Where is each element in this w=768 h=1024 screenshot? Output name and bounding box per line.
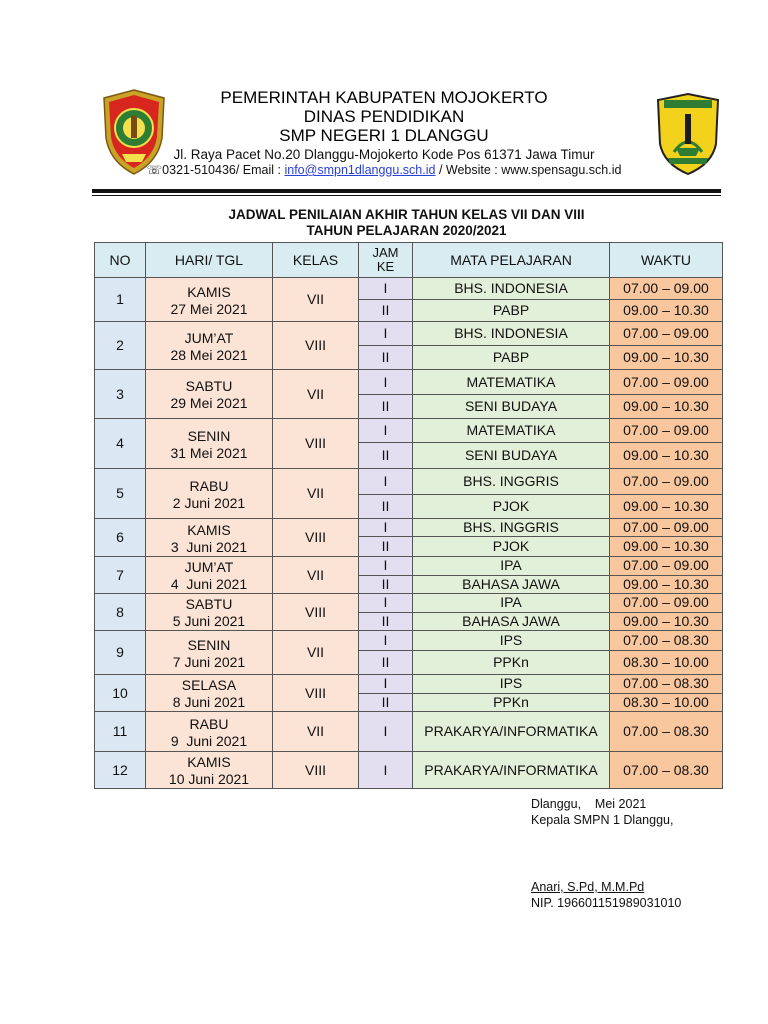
cell-mata-pelajaran: BHS. INGGRIS (413, 519, 610, 537)
tgl-label: 3 Juni 2021 (170, 538, 248, 555)
table-row (95, 631, 723, 651)
hari-label: SENIN (187, 427, 231, 444)
cell-kelas: VII (273, 278, 359, 322)
document-title (92, 207, 721, 239)
cell-no: 1 (95, 278, 146, 322)
hari-label: KAMIS (187, 283, 231, 300)
cell-no: 6 (95, 519, 146, 557)
exam-schedule-table (94, 242, 723, 789)
header-waktu: WAKTU (610, 243, 723, 278)
tgl-label: 27 Mei 2021 (170, 300, 248, 317)
cell-mata-pelajaran: IPA (413, 594, 610, 613)
cell-jam: I (359, 594, 413, 613)
cell-mata-pelajaran: BAHASA JAWA (413, 612, 610, 631)
cell-mata-pelajaran: SENI BUDAYA (413, 395, 610, 419)
table-row (95, 752, 723, 789)
header-mapel: MATA PELAJARAN (413, 243, 610, 278)
cell-kelas: VIII (273, 594, 359, 631)
cell-waktu: 09.00 – 10.30 (610, 612, 723, 631)
hari-label: SABTU (185, 596, 233, 612)
cell-waktu: 07.00 – 09.00 (610, 594, 723, 613)
cell-waktu: 07.00 – 09.00 (610, 278, 723, 300)
cell-jam: II (359, 300, 413, 322)
header-jam-line2: KE (376, 259, 395, 274)
cell-waktu: 07.00 – 08.30 (610, 675, 723, 694)
cell-hari-tgl (146, 594, 273, 631)
cell-hari-tgl (146, 419, 273, 469)
phone-text: ☏0321-510436/ Email : (146, 163, 285, 177)
gov-name: PEMERINTAH KABUPATEN MOJOKERTO (220, 88, 548, 107)
school-contact (0, 163, 768, 178)
hari-label: KAMIS (187, 754, 231, 770)
cell-kelas: VIII (273, 519, 359, 557)
header-divider-thin (92, 195, 721, 196)
table-row (95, 519, 723, 537)
hari-label: SELASA (181, 677, 237, 693)
header-divider-thick (92, 189, 721, 193)
cell-no: 5 (95, 469, 146, 519)
school-address: Jl. Raya Pacet No.20 Dlanggu-Mojokerto Kode Pos 61371 Jawa Timur (173, 147, 595, 162)
cell-waktu: 07.00 – 09.00 (610, 419, 723, 443)
department-name: DINAS PENDIDIKAN (303, 107, 465, 126)
cell-jam: II (359, 575, 413, 594)
cell-waktu: 07.00 – 08.30 (610, 712, 723, 752)
cell-jam: I (359, 557, 413, 576)
cell-kelas: VII (273, 557, 359, 594)
cell-kelas: VIII (273, 419, 359, 469)
cell-mata-pelajaran: MATEMATIKA (413, 370, 610, 395)
cell-no: 10 (95, 675, 146, 712)
cell-hari-tgl (146, 469, 273, 519)
cell-kelas: VII (273, 469, 359, 519)
cell-waktu: 09.00 – 10.30 (610, 346, 723, 370)
cell-no: 9 (95, 631, 146, 675)
email-link[interactable]: info@smpn1dlanggu.sch.id (284, 163, 436, 177)
table-row (95, 557, 723, 576)
tgl-label: 8 Juni 2021 (172, 694, 246, 710)
cell-mata-pelajaran: BHS. INGGRIS (413, 469, 610, 495)
cell-hari-tgl (146, 322, 273, 370)
table-row (95, 419, 723, 443)
cell-mata-pelajaran: PJOK (413, 495, 610, 519)
cell-mata-pelajaran: BHS. INDONESIA (413, 278, 610, 300)
letterhead (0, 88, 768, 178)
cell-kelas: VIII (273, 675, 359, 712)
cell-waktu: 07.00 – 09.00 (610, 519, 723, 537)
cell-mata-pelajaran: IPS (413, 631, 610, 651)
sign-place-date: Dlanggu, Mei 2021 (531, 797, 647, 811)
tgl-label: 2 Juni 2021 (172, 494, 246, 511)
schedule-body (95, 278, 723, 789)
header-kelas: KELAS (273, 243, 359, 278)
title-line-1: JADWAL PENILAIAN AKHIR TAHUN KELAS VII DAN VIII (228, 207, 585, 222)
cell-mata-pelajaran: MATEMATIKA (413, 419, 610, 443)
cell-hari-tgl (146, 675, 273, 712)
cell-hari-tgl (146, 712, 273, 752)
cell-jam: I (359, 675, 413, 694)
cell-mata-pelajaran: PABP (413, 346, 610, 370)
cell-waktu: 07.00 – 08.30 (610, 752, 723, 789)
cell-no: 8 (95, 594, 146, 631)
tgl-label: 4 Juni 2021 (170, 576, 248, 592)
cell-jam: I (359, 278, 413, 300)
table-row (95, 278, 723, 300)
table-row (95, 469, 723, 495)
cell-mata-pelajaran: PRAKARYA/INFORMATIKA (413, 752, 610, 789)
cell-jam: II (359, 537, 413, 557)
cell-jam: II (359, 443, 413, 469)
tgl-label: 28 Mei 2021 (170, 346, 248, 363)
tgl-label: 29 Mei 2021 (170, 395, 248, 411)
header-jam-line1: JAM (372, 245, 399, 260)
header-jam (359, 243, 413, 278)
cell-jam: II (359, 395, 413, 419)
cell-mata-pelajaran: PABP (413, 300, 610, 322)
sign-position: Kepala SMPN 1 Dlanggu, (531, 813, 674, 827)
cell-mata-pelajaran: SENI BUDAYA (413, 443, 610, 469)
cell-no: 7 (95, 557, 146, 594)
header-no: NO (95, 243, 146, 278)
hari-label: KAMIS (187, 521, 231, 538)
cell-waktu: 07.00 – 09.00 (610, 469, 723, 495)
cell-waktu: 08.30 – 10.00 (610, 651, 723, 675)
cell-no: 11 (95, 712, 146, 752)
tgl-label: 9 Juni 2021 (170, 732, 248, 749)
cell-mata-pelajaran: PRAKARYA/INFORMATIKA (413, 712, 610, 752)
tgl-label: 31 Mei 2021 (170, 444, 248, 461)
cell-hari-tgl (146, 278, 273, 322)
hari-label: SENIN (187, 636, 231, 653)
cell-mata-pelajaran: BHS. INDONESIA (413, 322, 610, 346)
cell-jam: II (359, 495, 413, 519)
hari-label: RABU (189, 715, 229, 732)
cell-waktu: 07.00 – 09.00 (610, 557, 723, 576)
sign-nip: NIP. 196601151989031010 (531, 896, 682, 910)
cell-kelas: VII (273, 370, 359, 419)
cell-waktu: 07.00 – 08.30 (610, 631, 723, 651)
cell-waktu: 09.00 – 10.30 (610, 575, 723, 594)
cell-hari-tgl (146, 557, 273, 594)
cell-waktu: 09.00 – 10.30 (610, 443, 723, 469)
cell-jam: I (359, 370, 413, 395)
title-line-2: TAHUN PELAJARAN 2020/2021 (306, 223, 507, 238)
cell-mata-pelajaran: PJOK (413, 537, 610, 557)
hari-label: JUM’AT (184, 559, 234, 575)
hari-label: SABTU (185, 378, 233, 394)
header-hari: HARI/ TGL (146, 243, 273, 278)
cell-hari-tgl (146, 752, 273, 789)
tgl-label: 10 Juni 2021 (168, 771, 250, 787)
cell-jam: I (359, 519, 413, 537)
signature-name-block (531, 879, 681, 911)
cell-kelas: VII (273, 712, 359, 752)
cell-kelas: VIII (273, 752, 359, 789)
tgl-label: 7 Juni 2021 (172, 653, 246, 670)
cell-mata-pelajaran: PPKn (413, 651, 610, 675)
cell-jam: II (359, 346, 413, 370)
cell-waktu: 08.30 – 10.00 (610, 693, 723, 712)
website-text: / Website : www.spensagu.sch.id (435, 163, 622, 177)
cell-waktu: 09.00 – 10.30 (610, 495, 723, 519)
cell-hari-tgl (146, 631, 273, 675)
cell-jam: I (359, 712, 413, 752)
cell-jam: I (359, 322, 413, 346)
cell-jam: II (359, 693, 413, 712)
cell-waktu: 09.00 – 10.30 (610, 300, 723, 322)
cell-hari-tgl (146, 370, 273, 419)
cell-no: 3 (95, 370, 146, 419)
cell-jam: I (359, 469, 413, 495)
cell-mata-pelajaran: PPKn (413, 693, 610, 712)
table-header-row (95, 243, 723, 278)
cell-waktu: 09.00 – 10.30 (610, 395, 723, 419)
cell-jam: I (359, 419, 413, 443)
cell-jam: II (359, 612, 413, 631)
table-row (95, 712, 723, 752)
cell-kelas: VIII (273, 322, 359, 370)
table-row (95, 594, 723, 613)
hari-label: JUM’AT (184, 329, 234, 346)
tgl-label: 5 Juni 2021 (172, 613, 246, 629)
cell-mata-pelajaran: IPA (413, 557, 610, 576)
cell-waktu: 09.00 – 10.30 (610, 537, 723, 557)
cell-jam: I (359, 752, 413, 789)
cell-waktu: 07.00 – 09.00 (610, 322, 723, 346)
cell-no: 2 (95, 322, 146, 370)
table-row (95, 370, 723, 395)
cell-waktu: 07.00 – 09.00 (610, 370, 723, 395)
cell-no: 4 (95, 419, 146, 469)
table-row (95, 675, 723, 694)
cell-jam: II (359, 651, 413, 675)
hari-label: RABU (189, 477, 229, 494)
school-name: SMP NEGERI 1 DLANGGU (279, 126, 489, 145)
cell-kelas: VII (273, 631, 359, 675)
cell-no: 12 (95, 752, 146, 789)
cell-jam: I (359, 631, 413, 651)
sign-name: Anari, S.Pd, M.M.Pd (531, 880, 645, 894)
cell-mata-pelajaran: BAHASA JAWA (413, 575, 610, 594)
signature-block (531, 796, 673, 828)
cell-hari-tgl (146, 519, 273, 557)
table-row (95, 322, 723, 346)
cell-mata-pelajaran: IPS (413, 675, 610, 694)
